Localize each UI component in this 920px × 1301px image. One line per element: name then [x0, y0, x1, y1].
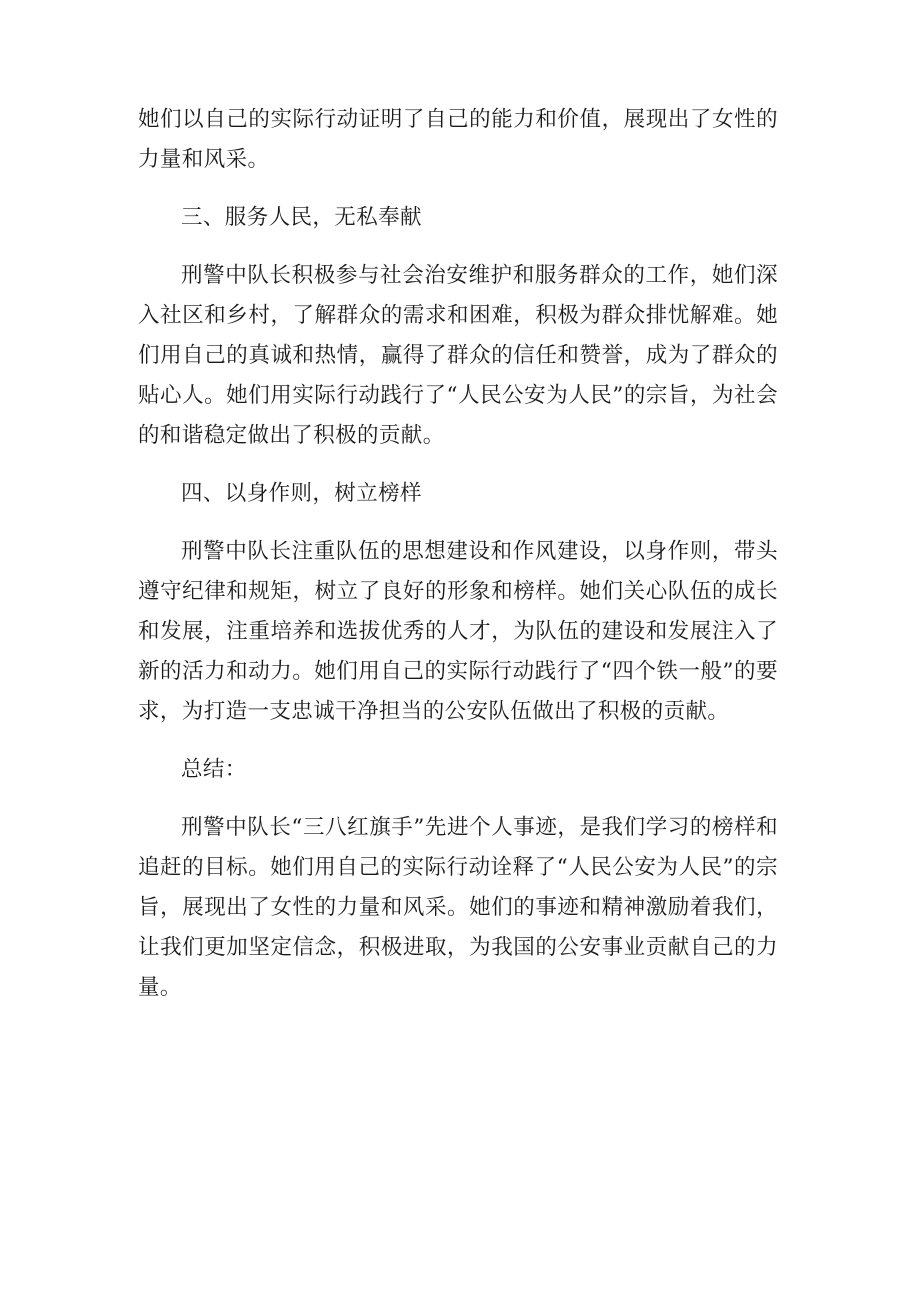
paragraph-continuation: 她们以自己的实际行动证明了自己的能力和价值，展现出了女性的力量和风采。	[138, 107, 778, 172]
paragraph-summary: 刑警中队长“三八红旗手”先进个人事迹，是我们学习的榜样和追赶的目标。她们用自己的实际行动诠释了“人民公安为人民”的宗旨，展现出了女性的力量和风采。她们的事迹和精神激励着我们，让我们更加坚定信念，积极进取，为我国的公安事业贡献自己的力量。	[138, 815, 778, 1000]
section-heading-summary: 总结：	[181, 757, 247, 782]
section-heading-serve-people: 三、服务人民，无私奉献	[181, 205, 422, 230]
document-body	[138, 100, 778, 1026]
paragraph-serve-people: 刑警中队长积极参与社会治安维护和服务群众的工作，她们深入社区和乡村，了解群众的需求和困难，积极为群众排忧解难。她们用自己的真诚和热情，赢得了群众的信任和赞誉，成为了群众的贴心人。她们用实际行动践行了“人民公安为人民”的宗旨，为社会的和谐稳定做出了积极的贡献。	[138, 263, 778, 448]
paragraph-role-model: 刑警中队长注重队伍的思想建设和作风建设，以身作则，带头遵守纪律和规矩，树立了良好的形象和榜样。她们关心队伍的成长和发展，注重培养和选拔优秀的人才，为队伍的建设和发展注入了新的活力和动力。她们用自己的实际行动践行了“四个铁一般”的要求，为打造一支忠诚干净担当的公安队伍做出了积极的贡献。	[138, 539, 778, 724]
section-heading-role-model: 四、以身作则，树立榜样	[181, 481, 422, 506]
